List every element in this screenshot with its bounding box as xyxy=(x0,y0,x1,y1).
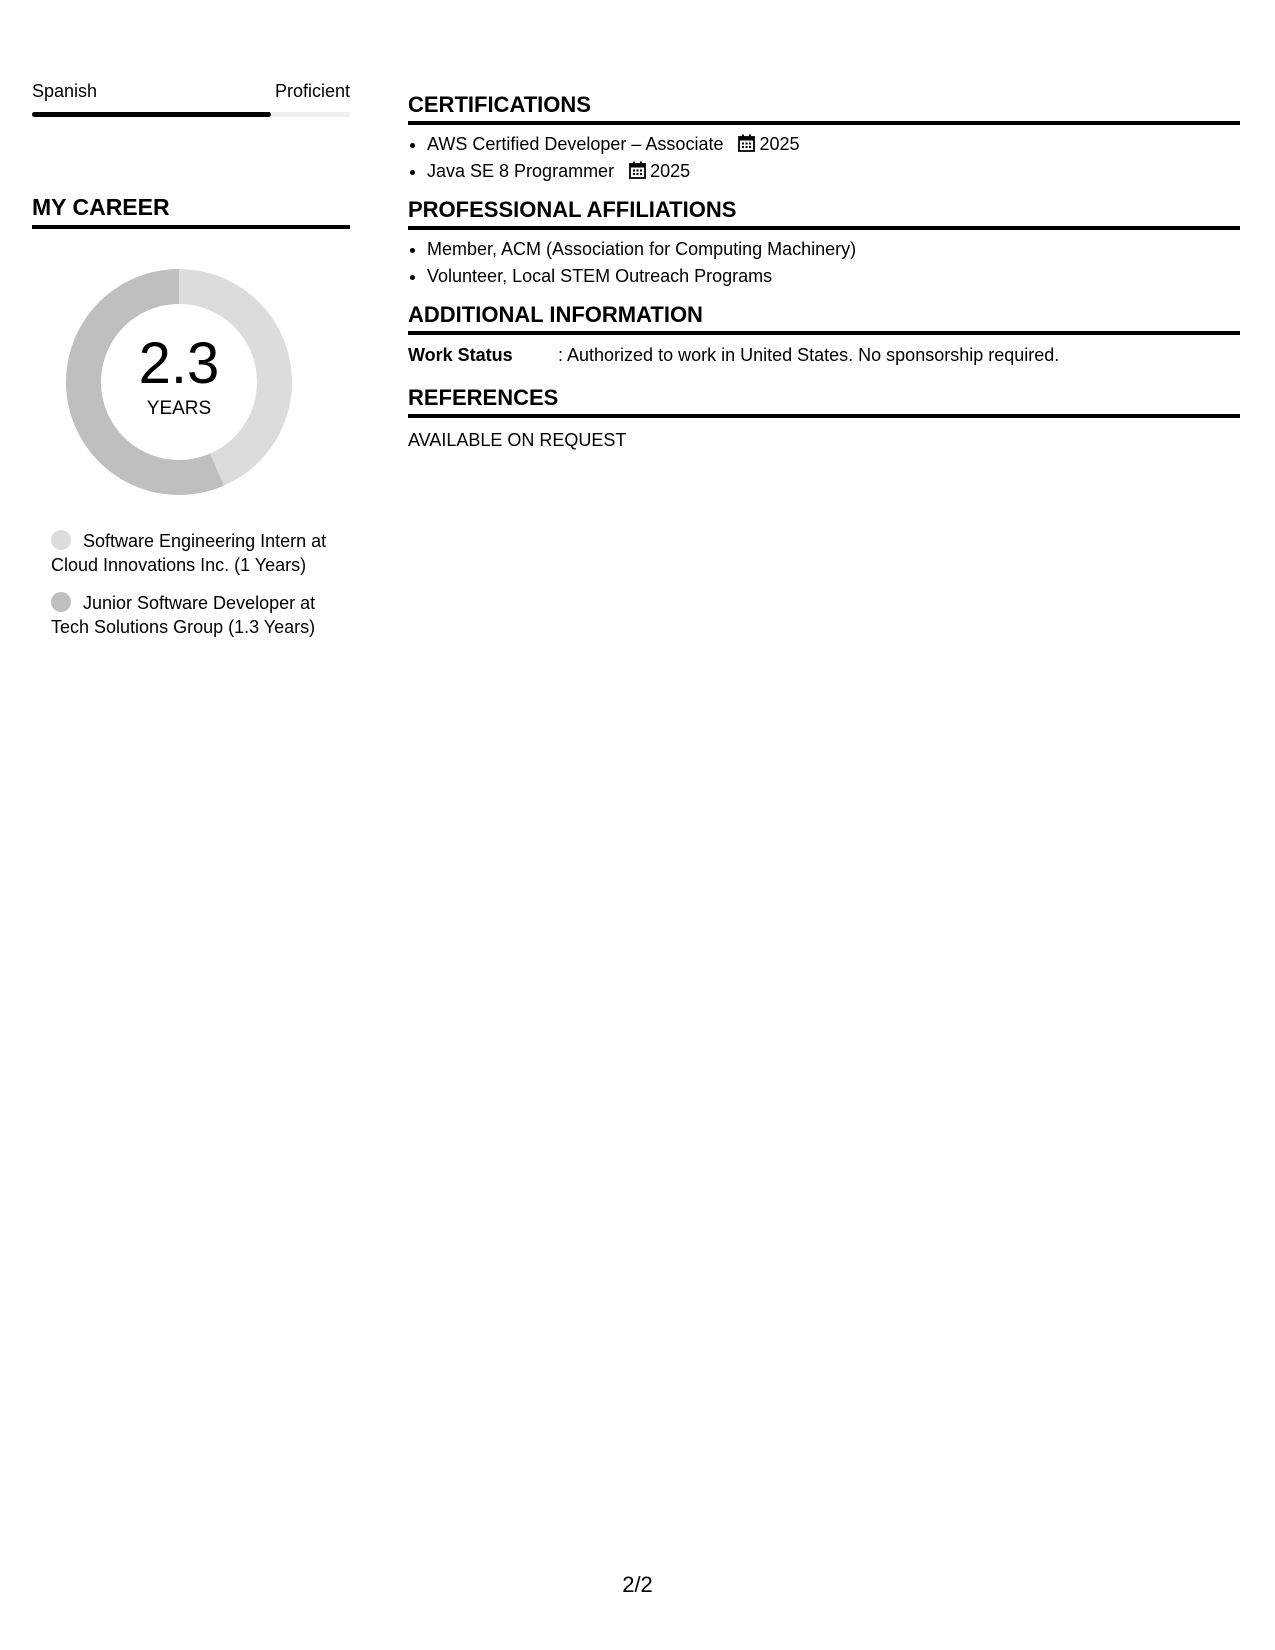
career-legend xyxy=(51,529,331,639)
work-status-row xyxy=(408,343,1240,367)
career-heading: MY CAREER xyxy=(32,193,350,229)
certification-name: AWS Certified Developer – Associate xyxy=(427,134,724,154)
references-text: AVAILABLE ON REQUEST xyxy=(408,430,627,450)
calendar-icon xyxy=(629,161,646,179)
career-total-unit: YEARS xyxy=(146,398,212,419)
work-status-value: : Authorized to work in United States. No sponsorship required. xyxy=(558,345,1060,365)
language-level: Proficient xyxy=(274,81,350,101)
affiliation-item: • Volunteer, Local STEM Outreach Programs xyxy=(427,263,1240,290)
affiliations-heading: PROFESSIONAL AFFILIATIONS xyxy=(408,197,1240,230)
additional-info-section xyxy=(408,302,1240,367)
affiliations-list xyxy=(408,236,1240,290)
language-entry xyxy=(32,80,350,117)
additional-info-heading: ADDITIONAL INFORMATION xyxy=(408,302,1240,335)
affiliations-section xyxy=(408,197,1240,290)
certifications-list xyxy=(408,131,1240,185)
work-status-label: Work Status xyxy=(408,345,513,365)
certification-year: 2025 xyxy=(650,161,691,181)
legend-label: Junior Software Developer at Tech Solutions Group (1.3 Years) xyxy=(51,593,316,637)
references-heading: REFERENCES xyxy=(408,385,1240,418)
left-column xyxy=(32,80,350,653)
language-name: Spanish xyxy=(32,81,98,101)
legend-item xyxy=(51,591,331,639)
certification-item xyxy=(427,158,1240,185)
certifications-section xyxy=(408,92,1240,185)
language-proficiency-bar xyxy=(32,112,350,117)
right-column xyxy=(408,92,1240,452)
certification-name: Java SE 8 Programmer xyxy=(427,161,615,181)
language-proficiency-fill xyxy=(32,112,271,117)
calendar-icon xyxy=(738,134,755,152)
legend-item xyxy=(51,529,331,577)
career-total-value: 2.3 xyxy=(138,331,220,396)
page-number: 2/2 xyxy=(622,1572,653,1597)
career-donut-chart xyxy=(66,269,292,495)
legend-dot xyxy=(51,592,71,612)
certification-year: 2025 xyxy=(759,134,800,154)
certifications-heading: CERTIFICATIONS xyxy=(408,92,1240,125)
references-section xyxy=(408,385,1240,452)
legend-dot xyxy=(51,530,71,550)
affiliation-item: • Member, ACM (Association for Computing Machinery) xyxy=(427,236,1240,263)
certification-item xyxy=(427,131,1240,158)
legend-label: Software Engineering Intern at Cloud Innovations Inc. (1 Years) xyxy=(51,531,327,575)
